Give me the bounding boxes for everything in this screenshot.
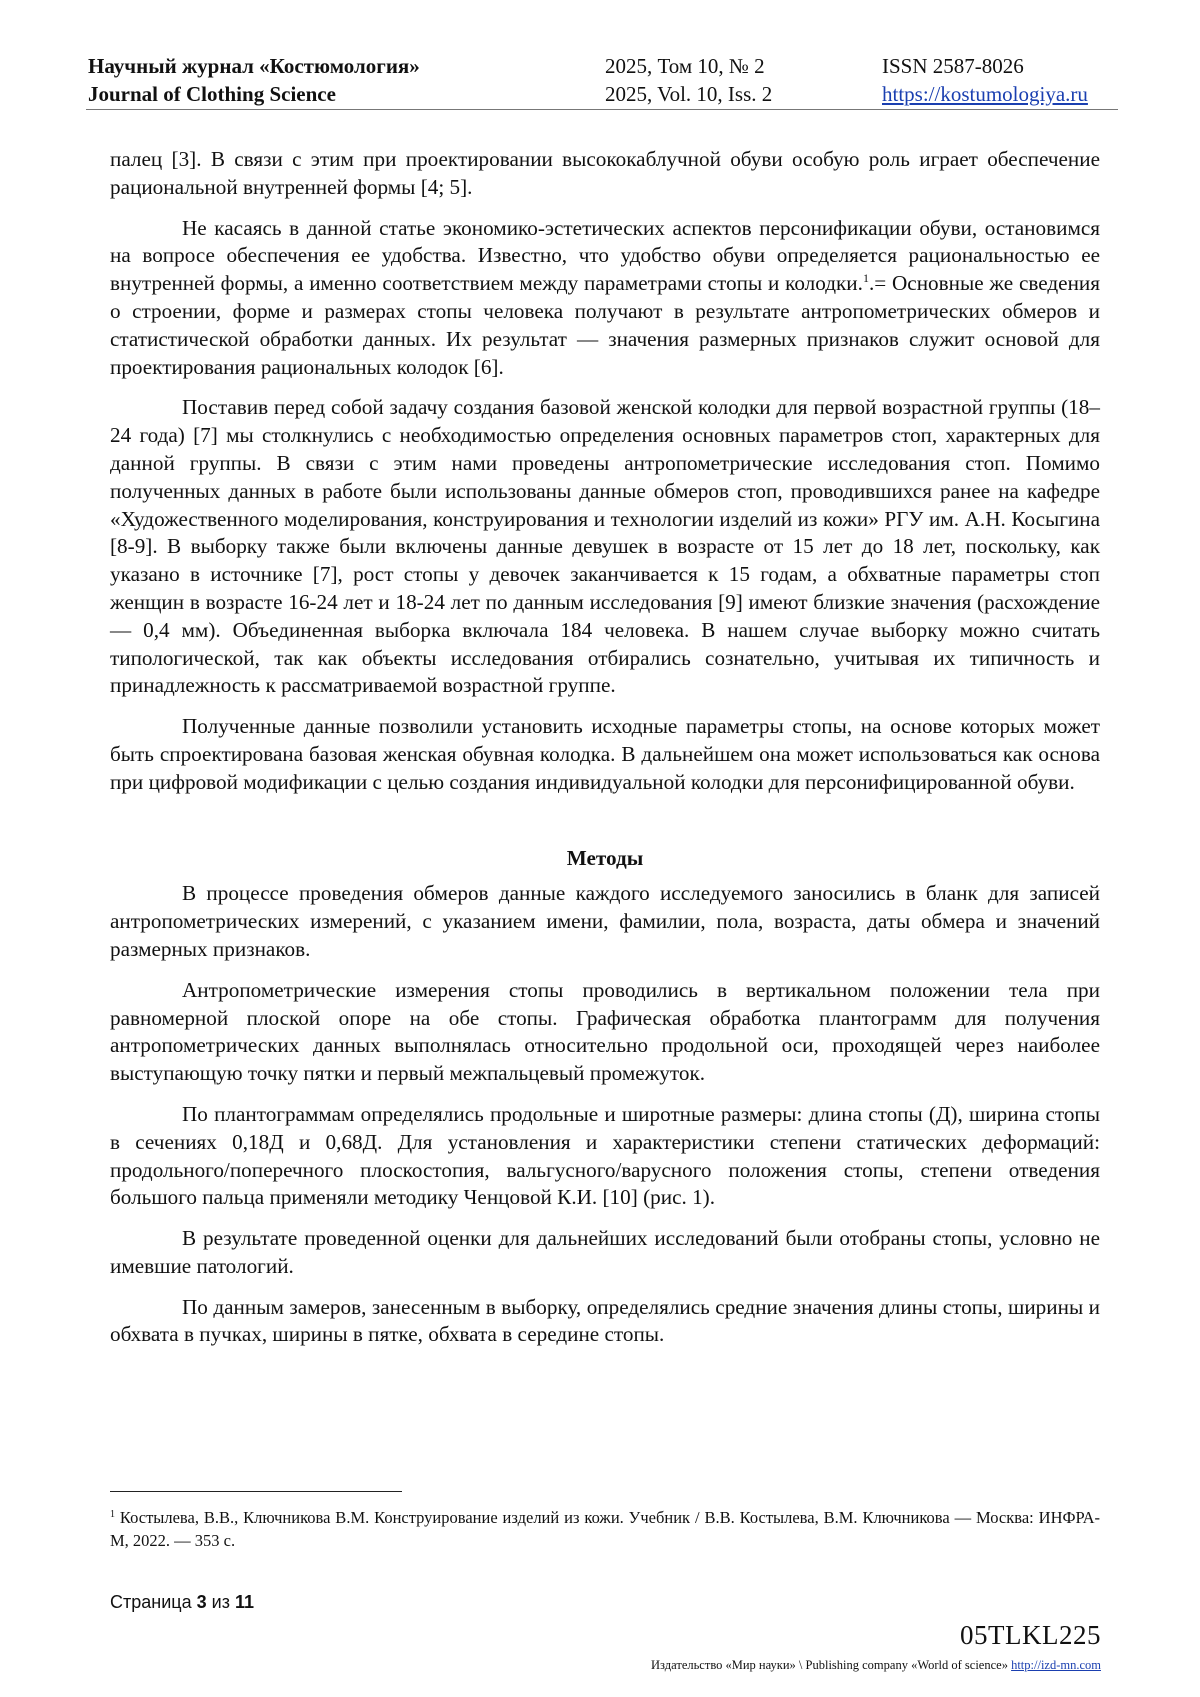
footnote <box>110 1506 1100 1552</box>
page-header <box>86 52 1118 110</box>
methods-paragraph-1: В процессе проведения обмеров данные каждого исследуемого заносились в бланк для записей антропометрических измерений, с указанием имени, фамилии, пола, возраста, даты обмера и значений размерных признаков. <box>110 881 1100 961</box>
section-title-methods: Методы <box>566 845 644 870</box>
issue-ru: 2025, Том 10, № 2 <box>605 54 765 78</box>
journal-site-link[interactable]: https://kostumologiya.ru <box>882 82 1088 106</box>
page-number <box>110 1592 254 1613</box>
paragraph-2 <box>110 215 1100 382</box>
paragraph-1: палец [3]. В связи с этим при проектировании высококаблучной обуви особую роль играет обеспечение рациональной внутренней формы [4; 5]. <box>110 147 1100 199</box>
methods-paragraph-5: По данным замеров, занесенным в выборку, определялись средние значения длины стопы, ширины и обхвата в пучках, ширины в пятке, обхвата в середине стопы. <box>110 1294 1100 1347</box>
publisher-line <box>651 1658 1101 1673</box>
paragraph-3: Поставив перед собой задачу создания базовой женской колодки для первой возрастной группы (18–24 года) [7] мы столкнулись с необходимостью определения основных параметров стоп, характерных для данной группы. В связи с этим нами проведены антропометрические исследования стоп. Помимо полученных данных в работе были использованы данные обмеров стоп, проводившихся ранее на кафедре «Художественного моделирования, конструирования и технологии изделий из кожи» РГУ им. А.Н. Косыгина [8-9]. В выборку также были включены данные девушек в возрасте от 15 лет до 18 лет, поскольку, как указано в источнике [7], рост стопы у девочек заканчивается к 15 годам, а обхватные параметры стоп женщин в возрасте 16-24 лет и 18-24 лет по данным исследования [9] имеют близкие значения (расхождение — 0,4 мм). Объединенная выборка включала 184 человека. В нашем случае выборку можно считать типологической, так как объекты исследования отбирались сознательно, учитывая их типичность и принадлежность к рассматриваемой возрастной группе. <box>110 395 1100 698</box>
article-code: 05TLKL225 <box>960 1620 1101 1650</box>
paragraph-2-before: Не касаясь в данной статье экономико-эстетических аспектов персонификации обуви, остановимся на вопросе обеспечения ее удобства. Известно, что удобство обуви определяется рациональностью ее внутренней формы, а именно соответствием между параметрами стопы и колодки. <box>110 215 1100 296</box>
publisher-text: Издательство «Мир науки» \ Publishing company «World of science» <box>651 1658 1008 1672</box>
paragraph-4: Полученные данные позволили установить исходные параметры стопы, на основе которых может быть спроектирована базовая женская обувная колодка. В дальнейшем она может использоваться как основа при цифровой модификации с целью создания индивидуальной колодки для персонифицированной обуви. <box>110 714 1100 794</box>
page-label: Страница <box>110 1592 192 1612</box>
footnote-text: Костылева, В.В., Ключникова В.М. Конструирование изделий из кожи. Учебник / В.В. Костылева, В.М. Ключникова — Москва: ИНФРА-М, 2022. — 353 с. <box>110 1508 1100 1550</box>
journal-title-en: Journal of Clothing Science <box>88 82 336 106</box>
publisher-link[interactable]: http://izd-mn.com <box>1011 1658 1101 1672</box>
issue-block <box>605 52 772 108</box>
journal-title-ru: Научный журнал «Костюмология» <box>88 54 420 78</box>
page-of: из <box>211 1592 230 1612</box>
methods-paragraph-3: По плантограммам определялись продольные и широтные размеры: длина стопы (Д), ширина стопы в сечениях 0,18Д и 0,68Д. Для установления и характеристики степени статических деформаций: продольного/поперечного плоскостопия, вальгусного/варусного положения стопы, степени отведения большого пальца применяли методику Ченцовой К.И. [10] (рис. 1). <box>110 1101 1100 1210</box>
journal-title-block <box>88 52 420 108</box>
issue-en: 2025, Vol. 10, Iss. 2 <box>605 82 773 106</box>
issn-block <box>882 52 1088 108</box>
methods-paragraph-4: В результате проведенной оценки для дальнейших исследований были отобраны стопы, условно не имевшие патологий. <box>110 1226 1100 1278</box>
footnote-divider <box>110 1491 402 1492</box>
issn: ISSN 2587-8026 <box>882 54 1024 78</box>
methods-paragraph-2: Антропометрические измерения стопы проводились в вертикальном положении тела при равномерной плоской опоре на обе стопы. Графическая обработка плантограмм для получения антропометрических данных выполнялась относительно продольной оси, проходящей через наиболее выступающую точку пятки и первый межпальцевый промежуток. <box>110 977 1100 1086</box>
page-current: 3 <box>196 1592 207 1612</box>
article-body <box>110 146 1100 1362</box>
footnote-ref[interactable]: 1 <box>862 271 869 286</box>
paragraph-2-after: .= Основные же сведения о строении, форме и размерах стопы человека получают в результате антропометрических обмеров и статистической обработки данных. Их результат — значения размерных признаков служит основой для проектирования рациональных колодок [6]. <box>110 271 1100 379</box>
footnote-mark: 1 <box>110 1509 115 1520</box>
page-total: 11 <box>234 1592 254 1612</box>
